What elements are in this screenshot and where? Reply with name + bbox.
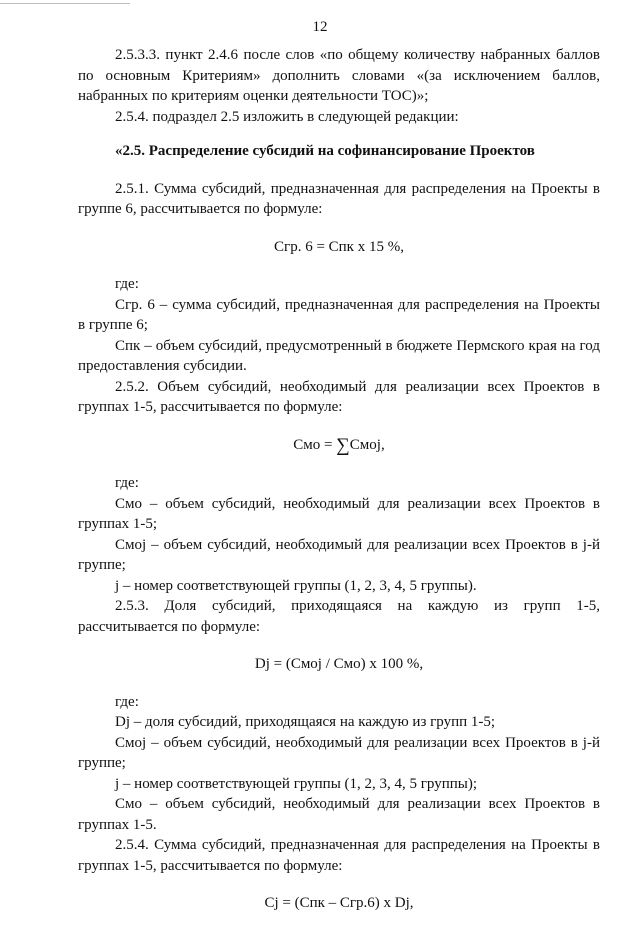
definition-cpk: Спк – объем субсидий, предусмотренный в бюджете Пермского края на год предоставления субсидии. xyxy=(78,337,600,374)
paragraph-2-5-1: 2.5.1. Сумма субсидий, предназначенная для распределения на Проекты в группе 6, рассчитывается по формуле: xyxy=(78,180,600,217)
page-number: 12 xyxy=(312,19,328,35)
definition-cmoj: Смоj – объем субсидий, необходимый для реализации всех Проектов в j-й группе; xyxy=(78,734,600,771)
definition-cmoj: Смоj – объем субсидий, необходимый для реализации всех Проектов в j-й группе; xyxy=(78,536,600,573)
definition-cgr6: Сгр. 6 – сумма субсидий, предназначенная для распределения на Проекты в группе 6; xyxy=(78,296,600,333)
paragraph-2-5-4-sum: 2.5.4. Сумма субсидий, предназначенная для распределения на Проекты в группах 1-5, рассчитывается по формуле: xyxy=(78,837,600,874)
paragraph-2-5-4: 2.5.4. подраздел 2.5 изложить в следующей редакции: xyxy=(115,108,459,125)
formula-cj: Cj = (Спк – Сгр.6) х Dj, xyxy=(264,895,414,911)
definition-j: j – номер соответствующей группы (1, 2, 3, 4, 5 группы); xyxy=(115,775,478,792)
formula-dj: Dj = (Смоj / Смо) х 100 %, xyxy=(254,656,424,672)
section-heading: «2.5. Распределение субсидий на софинансирование Проектов xyxy=(115,143,535,159)
paragraph-2-5-3-3: 2.5.3.3. пункт 2.4.6 после слов «по общему количеству набранных баллов по основным Критериям» дополнить словами «(за исключением баллов, набранных по критериям оценки деятельности ТОС)»; xyxy=(78,47,600,104)
where-label: где: xyxy=(115,475,139,491)
definition-cmo: Смо – объем субсидий, необходимый для реализации всех Проектов в группах 1-5. xyxy=(78,796,600,833)
where-label: где: xyxy=(115,693,139,710)
document-body xyxy=(78,45,600,931)
formula-cmo-right: Смоj, xyxy=(349,436,385,453)
formula-cmo-left: Смо = xyxy=(293,436,337,453)
formula-cgr6: Сгр. 6 = Спк х 15 %, xyxy=(274,238,404,255)
paragraph-2-5-2: 2.5.2. Объем субсидий, необходимый для реализации всех Проектов в группах 1-5, рассчитывается по формуле: xyxy=(78,378,600,415)
definition-cmo: Смо – объем субсидий, необходимый для реализации всех Проектов в группах 1-5; xyxy=(78,495,600,532)
definition-dj: Dj – доля субсидий, приходящаяся на каждую из групп 1-5; xyxy=(115,714,496,730)
top-rule xyxy=(0,3,130,4)
where-label: где: xyxy=(115,276,139,292)
formula-cmo xyxy=(78,435,600,457)
paragraph-2-5-3: 2.5.3. Доля субсидий, приходящаяся на каждую из групп 1-5, рассчитывается по формуле: xyxy=(78,598,600,635)
definition-j: j – номер соответствующей группы (1, 2, 3, 4, 5 группы). xyxy=(115,577,477,594)
sigma-symbol: ∑ xyxy=(336,434,350,456)
